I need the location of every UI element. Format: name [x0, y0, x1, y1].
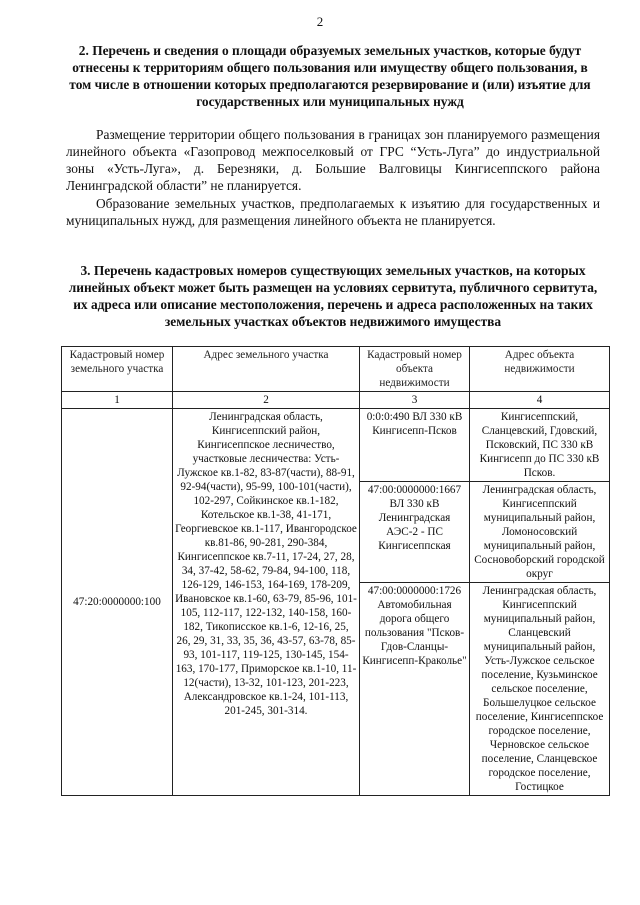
section-2-title: 2. Перечень и сведения о площади образуемых земельных участков, которые будут отнесены к территориям общего пользования или имуществу общего пользования, в том числе в отношении которых предполагаются резервирование и (или) изъятие для государственных или муниципальных нужд [69, 43, 591, 109]
column-number: 3 [360, 392, 470, 409]
cadastral-table [61, 346, 610, 796]
header-cell: Кадастровый номер объекта недвижимости [360, 347, 470, 392]
table-row [62, 409, 610, 482]
object-address-cell: Кингисеппский, Сланцевский, Гдовский, Псковский, ПС 330 кВ Кингисепп до ПС 330 кВ Псков. [470, 409, 610, 482]
header-cell: Адрес объекта недвижимости [470, 347, 610, 392]
parcel-address-cell: Ленинградская область, Кингисеппский район, Кингисеппское лесничество, участковые лесничества: Усть-Лужское кв.1-82, 83-87(части), 88-91, 92-94(части), 95-99, 100-101(части), 102-297, Сойкинское кв.1-182, Котельское кв.1-38, 41-171, Георгиевское кв.1-117, Ивангородское кв.81-86, 90-281, 290-384, Кингисеппское кв.7-11, 17-24, 27, 28, 34, 37-42, 58-62, 79-84, 94-100, 118, 126-129, 146-153, 164-169, 178-209, Ивановское кв.1-60, 63-79, 85-96, 101-105, 112-117, 122-132, 140-158, 160-182, Тикописское кв.1-6, 12-16, 25, 26, 29, 31, 33, 35, 36, 43-57, 63-78, 85-93, 101-117, 119-125, 130-145, 154-163, 170-177, Приморское кв.1-10, 11-12(части), 13-32, 101-123, 201-223, Александровское кв.1-24, 101-113, 201-245, 301-314. [173, 409, 360, 796]
section-3-title: 3. Перечень кадастровых номеров существующих земельных участков, на которых линейных объект может быть размещен на условиях сервитута, публичного сервитута, их адреса или описание местоположения, перечень и адреса расположенных на таких земельных участках объектов недвижимого имущества [68, 263, 598, 329]
header-cell: Кадастровый номер земельного участка [62, 347, 173, 392]
column-number: 1 [62, 392, 173, 409]
table-header-row [62, 347, 610, 392]
column-number: 2 [173, 392, 360, 409]
page-number: 2 [316, 14, 324, 29]
section-2-paragraph-2: Образование земельных участков, предполагаемых к изъятию для государственных и муниципальных нужд, для размещения линейного объекта не планируется. [66, 196, 600, 228]
object-address-cell: Ленинградская область, Кингисеппский муниципальный район, Ломоносовский муниципальный район, Сосновоборский городской округ [470, 482, 610, 583]
parcel-number-cell: 47:20:0000000:100 [62, 409, 173, 796]
column-number: 4 [470, 392, 610, 409]
section-2-paragraph-1: Размещение территории общего пользования в границах зон планируемого размещения линейного объекта «Газопровод межпоселковый от ГРС “Усть-Луга” до индустриальной зоны «Усть-Луга», д. Березняки, д. Большие Валговицы Кингисеппского района Ленинградской области” не планируется. [66, 127, 600, 193]
object-cad-number-cell: 47:00:0000000:1667 ВЛ 330 кВ Ленинградская АЭС-2 - ПС Кингисеппская [360, 482, 470, 583]
object-cad-number-cell: 0:0:0:490 ВЛ 330 кВ Кингисепп-Псков [360, 409, 470, 482]
column-number-row [62, 392, 610, 409]
object-address-cell: Ленинградская область, Кингисеппский муниципальный район, Сланцевский муниципальный район, Усть-Лужское сельское поселение, Кузьминское сельское поселение, Большелуцкое сельское поселение, Кингисеппское городское поселение, Черновское сельское поселение, Сланцевское городское поселение, Гостицкое [470, 583, 610, 796]
object-cad-number-cell: 47:00:0000000:1726 Автомобильная дорога общего пользования "Псков-Гдов-Сланцы-Кингисепп-Краколье" [360, 583, 470, 796]
header-cell: Адрес земельного участка [173, 347, 360, 392]
